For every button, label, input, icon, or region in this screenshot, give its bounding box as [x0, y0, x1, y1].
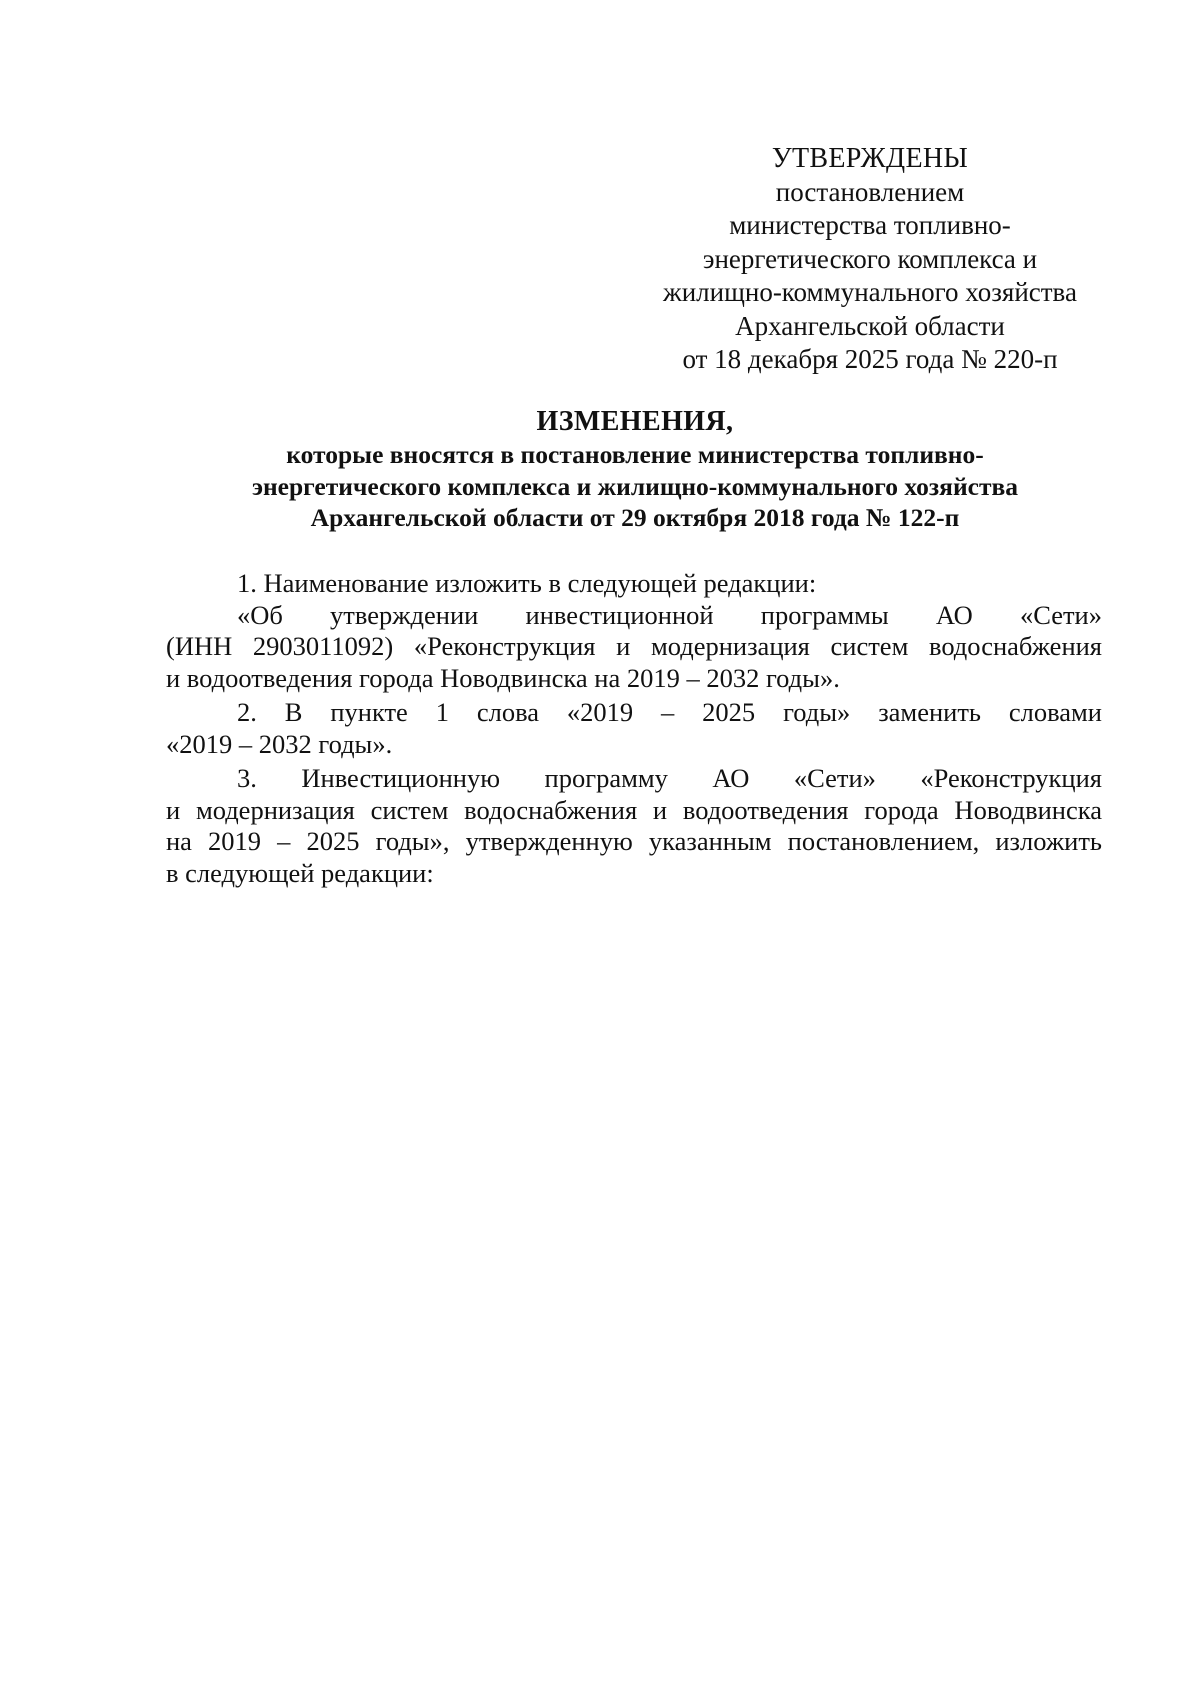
approval-line: постановлением	[775, 176, 965, 207]
paragraph-item-1	[166, 568, 1102, 600]
paragraph-item-2	[166, 697, 1102, 760]
title-subtitle-line: Архангельской области от 29 октября 2018 года № 122-п	[310, 503, 960, 532]
paragraph-item-quote	[166, 600, 1102, 695]
document-body	[166, 568, 1102, 889]
approval-heading: УТВЕРЖДЕНЫ	[771, 143, 969, 174]
approval-line: энергетического комплекса и	[702, 243, 1038, 274]
paragraph-line: «Об утверждении инвестиционной программы АО «Сети»	[237, 599, 1102, 630]
title-subtitle-line: которые вносятся в постановление министерства топливно-	[286, 440, 984, 469]
title-subtitle-line: энергетического комплекса и жилищно-коммунального хозяйства	[251, 471, 1019, 501]
approval-stamp	[640, 142, 1100, 377]
paragraph-line: в следующей редакции:	[166, 857, 434, 888]
paragraph-line: 1. Наименование изложить в следующей редакции:	[237, 568, 817, 598]
approval-line: Архангельской области	[735, 310, 1005, 341]
title-heading: ИЗМЕНЕНИЯ,	[536, 406, 734, 437]
document-title	[170, 405, 1100, 534]
paragraph-line: (ИНН 2903011092) «Реконструкция и модернизация систем водоснабжения	[166, 631, 1102, 661]
approval-line: жилищно-коммунального хозяйства	[663, 277, 1077, 307]
paragraph-line: и водоотведения города Новодвинска на 2019 – 2032 годы».	[166, 662, 840, 693]
paragraph-line: и модернизация систем водоснабжения и водоотведения города Новодвинска	[166, 794, 1102, 825]
paragraph-line: на 2019 – 2025 годы», утвержденную указанным постановлением, изложить	[166, 826, 1102, 856]
approval-line: министерства топливно-	[729, 210, 1011, 240]
paragraph-line: 3. Инвестиционную программу АО «Сети» «Реконструкция	[237, 763, 1102, 793]
paragraph-line: «2019 – 2032 годы».	[166, 728, 393, 759]
paragraph-item-3	[166, 763, 1102, 889]
paragraph-line: 2. В пункте 1 слова «2019 – 2025 годы» заменить словами	[237, 697, 1102, 727]
approval-line: от 18 декабря 2025 года № 220-п	[682, 344, 1058, 374]
